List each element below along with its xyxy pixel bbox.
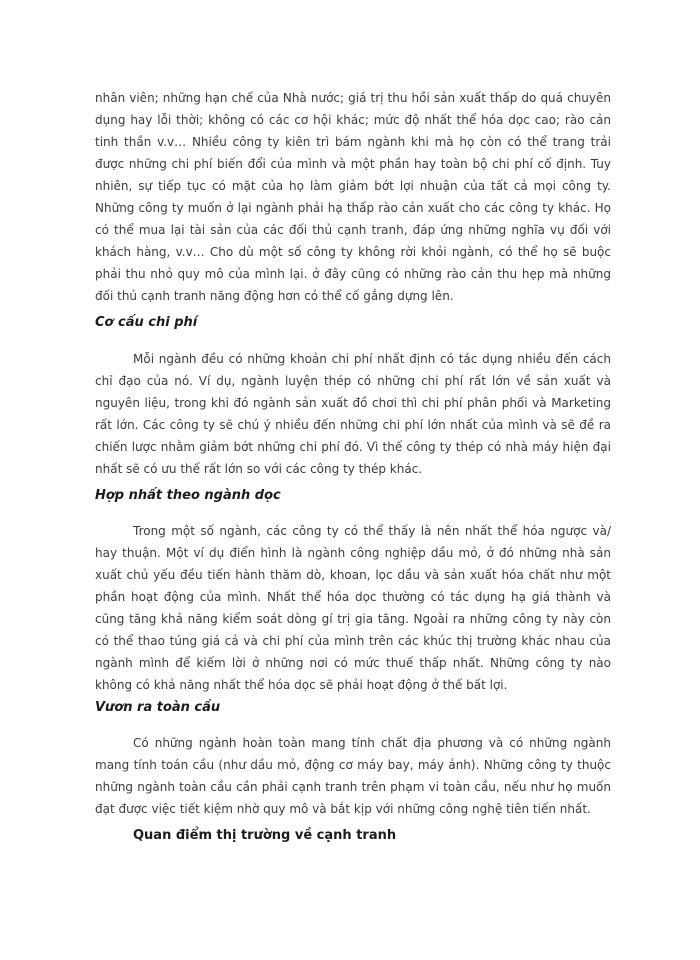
text-line: Mỗi ngành đều có những khoản chi phí nhất định có tác dụng nhiều đến cách: [133, 352, 611, 366]
paragraph-exit-barriers: [95, 87, 611, 307]
text-line: được những chi phí biến đổi của mình và một phần hay toàn bộ chi phí cố định. Tuy: [95, 157, 611, 171]
text-line: chiến lược nhằm giảm bớt những chi phí đó. Vì thế công ty thép có nhà máy hiện đại: [95, 440, 611, 454]
paragraph-cost-structure: [95, 348, 611, 480]
text-line: phải thu nhỏ quy mô của mình lại. ở đây cũng có những rào cản thu hẹp mà những: [95, 267, 611, 281]
text-line: Trong một số ngành, các công ty có thể thấy là nên nhất thể hóa ngược và/: [133, 524, 611, 538]
text-line: rất lớn. Các công ty sẽ chú ý nhiều đến những chi phí lớn nhất của mình và sẽ đề ra: [95, 418, 611, 432]
text-line: xuất chủ yếu đều tiến hành thăm dò, khoan, lọc dầu và sản xuất hóa chất như một: [95, 568, 611, 582]
text-line: có thể thao túng giá cả và chi phí của mình trên các khúc thị trường khác nhau của: [95, 634, 611, 648]
text-line: đạt được việc tiết kiệm nhờ quy mô và bắt kịp với những công nghệ tiên tiến nhất.: [95, 802, 591, 816]
text-line: khách hàng, v.v… Cho dù một số công ty không rời khỏi ngành, có thể họ sẽ buộc: [95, 245, 611, 259]
text-line: hay thuận. Một ví dụ điển hình là ngành công nghiệp dầu mỏ, ở đó những nhà sản: [95, 546, 611, 560]
section-heading-cost-structure: Cơ cấu chi phí: [95, 315, 198, 330]
text-line: dụng hay lỗi thời; không có các cơ hội khác; mức độ nhất thể hóa dọc cao; rào cản: [95, 113, 611, 127]
text-line: Những công ty muốn ở lại ngành phải hạ thấp rào cản xuất cho các công ty khác. Họ: [95, 201, 611, 215]
section-heading-going-global: Vươn ra toàn cầu: [95, 700, 221, 715]
paragraph-going-global: [95, 732, 611, 820]
text-line: những ngành toàn cầu cần phải cạnh tranh trên phạm vi toàn cầu, nếu như họ muốn: [95, 780, 611, 794]
text-line: không có khả năng nhất thể hóa dọc sẽ phải hoạt động ở thế bất lợi.: [95, 678, 508, 692]
document-page: [95, 87, 611, 847]
text-line: chỉ đạo của nó. Ví dụ, ngành luyện thép có những chi phí rất lớn về sản xuất và: [95, 374, 611, 388]
text-line: cũng tăng khả năng kiểm soát dòng gí trị gia tăng. Ngoài ra những công ty này còn: [95, 612, 611, 626]
text-line: phần hoạt động của mình. Nhất thể hóa dọc thường có tác dụng hạ giá thành và: [95, 590, 611, 604]
text-line: Có những ngành hoàn toàn mang tính chất địa phương và có những ngành: [133, 736, 611, 750]
text-line: nhân viên; những hạn chế của Nhà nước; giá trị thu hồi sản xuất thấp do quá chuyên: [95, 91, 611, 105]
text-line: mang tính toán cầu (như dầu mỏ, động cơ máy bay, máy ảnh). Những công ty thuộc: [95, 758, 611, 772]
text-line: có thể mua lại tài sản của các đối thủ cạnh tranh, đáp ứng những nghĩa vụ đối với: [95, 223, 611, 237]
text-line: tinh thần v.v… Nhiều công ty kiên trì bám ngành khi mà họ còn có thể trang trải: [95, 135, 611, 149]
text-line: nhiên, sự tiếp tục có mặt của họ làm giảm bớt lợi nhuận của tất cả mọi công ty.: [95, 179, 611, 193]
text-line: nguyên liệu, trong khi đó ngành sản xuất đồ chơi thì chi phí phân phối và Marketing: [95, 396, 611, 410]
text-line: nhất sẽ có ưu thế rất lớn so với các công ty thép khác.: [95, 462, 423, 476]
section-heading-vertical-integration: Hợp nhất theo ngành dọc: [95, 488, 281, 503]
text-line: ngành mình để kiếm lời ở những nơi có mức thuế thấp nhất. Những công ty nào: [95, 656, 611, 670]
paragraph-vertical-integration: [95, 520, 611, 696]
section-heading-market-view-of-competition: Quan điểm thị trường về cạnh tranh: [133, 828, 397, 843]
text-line: đối thủ cạnh tranh năng động hơn có thể cố gắng dựng lên.: [95, 289, 454, 303]
